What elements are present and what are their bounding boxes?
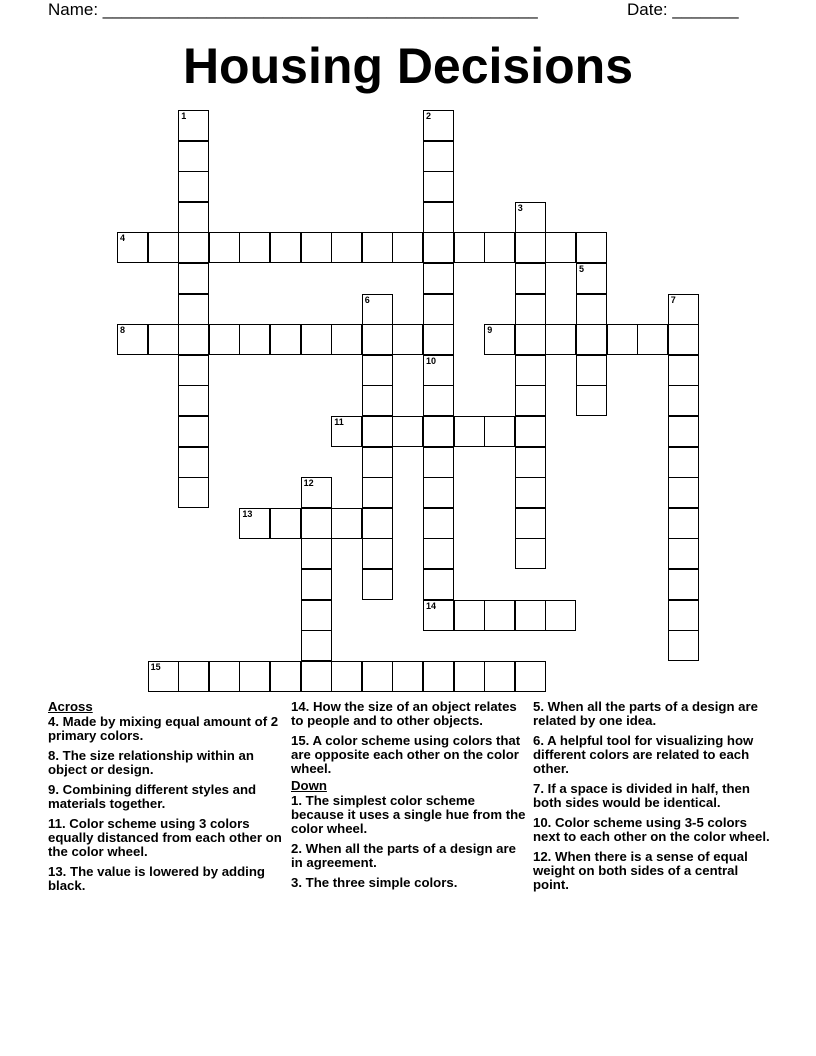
grid-cell[interactable] [668,294,699,325]
grid-cell[interactable] [301,661,332,692]
clue-text: The value is lowered by adding black. [48,864,265,893]
grid-cell[interactable] [607,324,638,355]
clue-number: 2 [426,111,432,121]
grid-cell[interactable] [301,477,332,508]
clue-num: 1. [291,793,302,808]
clue-number: 3 [517,202,523,213]
clue-text: The simplest color scheme because it uses a single hue from the color wheel. [291,793,526,836]
grid-cell[interactable] [423,294,454,325]
grid-cell[interactable] [331,416,362,447]
grid-cell[interactable] [301,630,332,661]
clues-column-3 [533,700,773,898]
grid-cell[interactable] [454,600,485,631]
grid-cell[interactable] [423,416,454,447]
grid-cell[interactable] [576,294,607,325]
grid-cell[interactable] [270,232,301,263]
grid-cell[interactable] [301,508,332,539]
grid-cell[interactable] [392,324,423,355]
clue-text: When all the parts of a design are in agreement. [291,841,516,870]
grid-cell[interactable] [423,508,454,539]
grid-cell[interactable] [301,569,332,600]
grid-cell[interactable] [178,263,209,294]
grid-cell[interactable] [484,416,515,447]
grid-cell[interactable] [178,171,209,202]
clue-text: When all the parts of a design are related by one idea. [533,699,758,728]
clue-number: 9 [487,325,493,336]
grid-cell[interactable] [178,232,209,263]
grid-cell[interactable] [515,600,546,631]
clues-column-1 [48,700,284,899]
clue-text: When there is a sense of equal weight on both sides of a central point. [533,849,748,892]
clue-text: If a space is divided in half, then both sides would be identical. [533,781,750,810]
clue-num: 13. [48,864,67,879]
grid-cell[interactable] [423,569,454,600]
grid-cell[interactable] [515,232,546,263]
grid-cell[interactable] [239,508,270,539]
clue-number: 11 [334,417,344,427]
clue [48,817,284,859]
clue-text: The three simple colors. [302,875,458,890]
clue-number: 1 [181,111,187,121]
grid-cell[interactable] [239,232,270,263]
grid-cell[interactable] [545,600,576,631]
grid-cell[interactable] [362,447,393,478]
grid-cell[interactable] [178,202,209,233]
grid-cell[interactable] [515,477,546,508]
clue-number: 15 [150,661,161,672]
grid-cell[interactable] [362,538,393,569]
clue [533,782,773,810]
clue-num: 7. [533,781,544,796]
clue-num: 3. [291,875,302,890]
grid-cell[interactable] [515,385,546,416]
grid-cell[interactable] [331,324,362,355]
clue-num: 5. [533,699,544,714]
across-heading: Across [48,699,93,714]
grid-cell[interactable] [270,324,301,355]
clue-num: 2. [291,841,302,856]
date-line: Date: _______ [627,0,739,19]
grid-cell[interactable] [362,661,393,692]
grid-cell[interactable] [362,355,393,386]
grid-cell[interactable] [270,661,301,692]
grid-cell[interactable] [515,447,546,478]
clue [291,700,527,728]
grid-cell[interactable] [515,538,546,569]
clue [291,876,527,890]
clue-num: 14. [291,699,310,714]
clue [533,734,773,776]
grid-cell[interactable] [362,294,393,325]
clue [48,865,284,893]
clue-num: 15. [291,733,310,748]
grid-cell[interactable] [239,324,270,355]
grid-cell[interactable] [668,630,699,661]
grid-cell[interactable] [178,477,209,508]
grid-cell[interactable] [515,202,546,233]
grid-cell[interactable] [301,232,332,263]
clue [291,734,527,776]
name-line: Name: ______________________________________________ [48,0,538,19]
grid-cell[interactable] [668,416,699,447]
grid-cell[interactable] [423,171,454,202]
grid-cell[interactable] [362,324,393,355]
clue-num: 10. [533,815,552,830]
clue-num: 8. [48,748,59,763]
grid-cell[interactable] [148,324,179,355]
grid-cell[interactable] [515,416,546,447]
clues-column-2 [291,700,527,896]
clue-number: 8 [120,325,126,336]
grid-cell[interactable] [178,324,209,355]
grid-cell[interactable] [668,447,699,478]
clue-text: Combining different styles and materials together. [48,782,257,811]
grid-cell[interactable] [239,661,270,692]
grid-cell[interactable] [454,232,485,263]
grid-cell[interactable] [362,385,393,416]
grid-cell[interactable] [209,661,240,692]
grid-cell[interactable] [668,355,699,386]
grid-cell[interactable] [545,232,576,263]
grid-cell[interactable] [178,141,209,172]
grid-cell[interactable] [362,569,393,600]
grid-cell[interactable] [178,385,209,416]
grid-cell[interactable] [423,141,454,172]
clue-number: 14 [426,600,437,611]
grid-cell[interactable] [362,508,393,539]
clue-number: 10 [426,355,437,366]
down-heading: Down [291,778,327,793]
grid-cell[interactable] [148,661,179,692]
clue-text: A color scheme using colors that are opposite each other on the color wheel. [291,733,521,776]
grid-cell[interactable] [362,477,393,508]
down-clue-list [533,700,773,892]
grid-cell[interactable] [178,110,209,141]
grid-cell[interactable] [301,600,332,631]
grid-cell[interactable] [270,508,301,539]
grid-cell[interactable] [576,355,607,386]
clue-text: The size relationship within an object or design. [48,748,254,777]
clue-text: Made by mixing equal amount of 2 primary colors. [48,714,279,743]
clue-num: 11. [48,816,66,831]
across-clue-list [48,715,284,893]
grid-cell[interactable] [178,447,209,478]
grid-cell[interactable] [668,538,699,569]
grid-cell[interactable] [423,477,454,508]
grid-cell[interactable] [423,324,454,355]
clue [291,842,527,870]
grid-cell[interactable] [515,355,546,386]
grid-cell[interactable] [362,232,393,263]
grid-cell[interactable] [331,232,362,263]
grid-cell[interactable] [178,416,209,447]
grid-cell[interactable] [392,232,423,263]
grid-cell[interactable] [178,294,209,325]
grid-cell[interactable] [637,324,668,355]
clue [48,749,284,777]
grid-cell[interactable] [423,385,454,416]
clue-number: 6 [364,294,370,305]
grid-cell[interactable] [454,416,485,447]
grid-cell[interactable] [668,569,699,600]
grid-cell[interactable] [331,661,362,692]
clue-num: 12. [533,849,552,864]
clue-text: Color scheme using 3-5 colors next to each other on the color wheel. [533,815,770,844]
clue [48,783,284,811]
grid-cell[interactable] [392,416,423,447]
clue-number: 12 [303,478,314,489]
grid-cell[interactable] [576,324,607,355]
clue [533,816,773,844]
grid-cell[interactable] [545,324,576,355]
grid-cell[interactable] [576,385,607,416]
clue-number: 4 [120,233,126,244]
grid-cell[interactable] [392,661,423,692]
grid-cell[interactable] [148,232,179,263]
grid-cell[interactable] [668,477,699,508]
clue-text: How the size of an object relates to people and to other objects. [291,699,517,728]
grid-cell[interactable] [423,600,454,631]
grid-cell[interactable] [178,661,209,692]
grid-cell[interactable] [423,202,454,233]
clue [48,715,284,743]
clue [533,700,773,728]
grid-cell[interactable] [576,263,607,294]
grid-cell[interactable] [362,416,393,447]
grid-cell[interactable] [331,508,362,539]
grid-cell[interactable] [117,324,148,355]
page-title: Housing Decisions [182,38,634,94]
clue-text: A helpful tool for visualizing how different colors are related to each other. [533,733,754,776]
grid-cell[interactable] [423,661,454,692]
grid-cell[interactable] [668,385,699,416]
clue-num: 4. [48,714,59,729]
grid-cell[interactable] [454,661,485,692]
grid-cell[interactable] [515,324,546,355]
clue-number: 5 [579,264,585,274]
grid-cell[interactable] [484,232,515,263]
grid-cell[interactable] [515,263,546,294]
grid-cell[interactable] [668,508,699,539]
clue-num: 9. [48,782,59,797]
grid-cell[interactable] [668,600,699,631]
grid-cell[interactable] [515,661,546,692]
grid-cell[interactable] [423,447,454,478]
grid-cell[interactable] [668,324,699,355]
grid-cell[interactable] [484,661,515,692]
grid-cell[interactable] [576,232,607,263]
clue-number: 7 [670,294,676,305]
grid-cell[interactable] [209,324,240,355]
grid-cell[interactable] [423,110,454,141]
down-clue-list [291,794,527,890]
across-clue-list [291,700,527,776]
grid-cell[interactable] [515,294,546,325]
grid-cell[interactable] [209,232,240,263]
clue [291,794,527,836]
grid-cell[interactable] [423,355,454,386]
clue [533,850,773,892]
grid-cell[interactable] [423,263,454,294]
grid-cell[interactable] [423,538,454,569]
grid-cell[interactable] [484,324,515,355]
grid-cell[interactable] [117,232,148,263]
grid-cell[interactable] [178,355,209,386]
grid-cell[interactable] [484,600,515,631]
clue-num: 6. [533,733,544,748]
grid-cell[interactable] [515,508,546,539]
grid-cell[interactable] [301,538,332,569]
grid-cell[interactable] [301,324,332,355]
clue-text: Color scheme using 3 colors equally distanced from each other on the color wheel. [48,816,282,859]
clue-number: 13 [242,508,253,519]
grid-cell[interactable] [423,232,454,263]
